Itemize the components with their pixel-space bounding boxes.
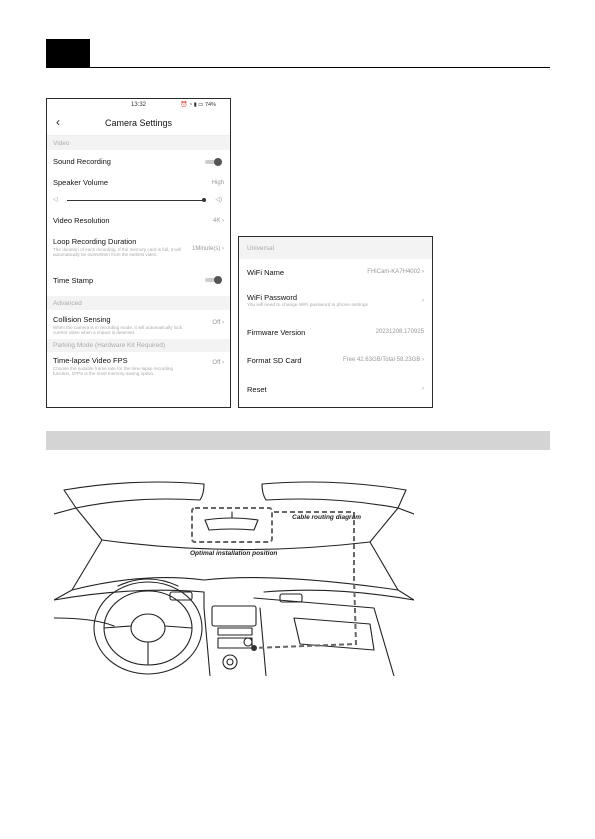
format-sd-value: Free 42.63GB/Total 58.23GB › xyxy=(342,357,424,363)
collision-sensing-label: Collision Sensing xyxy=(53,315,111,324)
wifi-password-desc: You will need to change WiFi password in phone settings xyxy=(247,303,368,308)
section-advanced-label: Advanced xyxy=(53,299,82,307)
section-parking xyxy=(47,339,230,352)
wifi-password-label: WiFi Password xyxy=(247,293,298,302)
car-interior-illustration xyxy=(54,468,414,676)
format-sd-row[interactable] xyxy=(239,347,432,376)
time-stamp-toggle[interactable] xyxy=(205,276,221,284)
wifi-name-value: FHiCam-KA7H4002 › xyxy=(367,269,424,275)
volume-slider-track[interactable] xyxy=(67,200,204,201)
format-sd-label: Format SD Card xyxy=(247,356,302,365)
wifi-password-row[interactable] xyxy=(239,288,432,318)
header-rule xyxy=(46,67,550,68)
volume-high-icon: ◁) xyxy=(215,197,222,203)
page-title: Camera Settings xyxy=(104,118,173,128)
sound-recording-toggle[interactable] xyxy=(205,158,221,166)
timelapse-fps-value: Off › xyxy=(212,360,224,366)
section-heading-bar xyxy=(46,431,550,450)
timelapse-fps-desc: Choose the suitable frame rate for the time-lapse recording function, 1FPS is the most memory-saving option. xyxy=(53,366,174,377)
reset-label: Reset xyxy=(247,385,267,394)
firmware-version-row xyxy=(239,318,432,347)
firmware-version-label: Firmware Version xyxy=(247,328,306,337)
loop-recording-row[interactable] xyxy=(47,232,230,272)
sound-recording-label: Sound Recording xyxy=(53,157,111,166)
speaker-volume-row xyxy=(47,174,230,192)
video-resolution-value: 4K › xyxy=(212,218,224,224)
alarm-icon: ⏰ xyxy=(180,102,188,108)
collision-sensing-desc: When the camera is in recording mode, it will automatically lock current video when a impact is detected. xyxy=(53,325,182,336)
loop-recording-value: 1Minute(s) › xyxy=(191,246,224,252)
camera-settings-screenshot xyxy=(46,98,231,408)
volume-slider-thumb[interactable] xyxy=(202,198,206,202)
speaker-volume-value: High xyxy=(211,180,224,186)
firmware-version-value: 20231208.170925 xyxy=(375,329,424,335)
section-video xyxy=(47,136,230,150)
section-advanced xyxy=(47,296,230,310)
collision-sensing-row[interactable] xyxy=(47,310,230,339)
sound-recording-row[interactable] xyxy=(47,150,230,174)
wifi-name-label: WiFi Name xyxy=(247,268,285,277)
timelapse-fps-row[interactable] xyxy=(47,352,230,382)
loop-recording-desc: The duration of each recording. If the memory card is full, it will automatically be overwritten from the earliest video. xyxy=(53,247,181,258)
timelapse-fps-label: Time-lapse Video FPS xyxy=(53,356,128,365)
installation-diagram xyxy=(54,468,414,676)
section-number-block xyxy=(46,39,90,67)
loop-recording-label: Loop Recording Duration xyxy=(53,237,137,246)
status-icons xyxy=(180,102,216,108)
wifi-password-chevron-icon: › xyxy=(422,298,424,304)
status-bar xyxy=(47,99,230,112)
speaker-volume-label: Speaker Volume xyxy=(53,178,109,187)
video-resolution-label: Video Resolution xyxy=(53,216,110,225)
time-stamp-label: Time Stamp xyxy=(53,276,94,285)
volume-low-icon: ◁ xyxy=(53,197,58,203)
time-stamp-row[interactable] xyxy=(47,272,230,296)
battery-level: 74% xyxy=(204,102,216,108)
section-video-label: Video xyxy=(53,139,70,147)
reset-row[interactable] xyxy=(239,376,432,405)
wifi-icon: ◔ xyxy=(188,102,193,108)
signal-icon: ▮ xyxy=(193,102,197,108)
cable-routing-label: Cable routing diagram xyxy=(292,514,361,521)
video-resolution-row[interactable] xyxy=(47,210,230,232)
status-time: 13:32 xyxy=(130,102,146,108)
section-universal-label: Universal xyxy=(247,244,275,252)
section-universal xyxy=(239,237,432,259)
optimal-position-label: Optimal installation position xyxy=(190,550,278,557)
wifi-name-row[interactable] xyxy=(239,259,432,288)
title-bar xyxy=(47,112,230,136)
volume-slider[interactable] xyxy=(47,192,230,210)
section-parking-label: Parking Mode (Hardware Kit Required) xyxy=(53,342,165,349)
reset-chevron-icon: › xyxy=(422,386,424,392)
collision-sensing-value: Off › xyxy=(212,320,224,326)
battery-icon: ▭ xyxy=(198,102,204,108)
universal-settings-screenshot xyxy=(238,236,433,408)
back-arrow-icon[interactable]: ‹ xyxy=(56,115,60,129)
